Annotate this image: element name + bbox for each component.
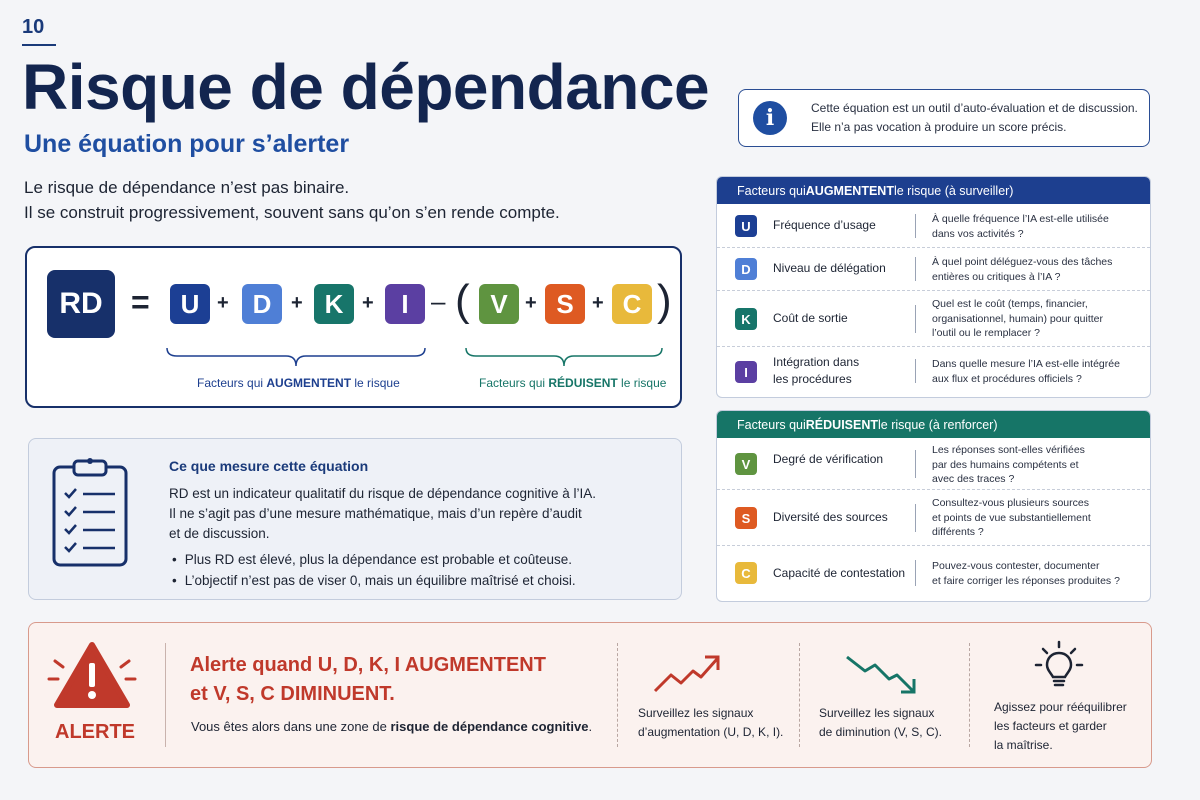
factor-name: Diversité des sources <box>773 510 888 524</box>
info-note-line-1: Cette équation est un outil d’auto-évaluation et de discussion. <box>811 101 1138 115</box>
alert-label: ALERTE <box>55 721 135 743</box>
decrease-panel-header <box>717 411 1150 438</box>
factor-question-line: À quel point déléguez-vous des tâches <box>932 256 1113 268</box>
equals-sign: = <box>131 284 150 320</box>
factor-name: Capacité de contestation <box>773 566 906 580</box>
factor-row <box>717 291 1150 347</box>
alert-step-line: Surveillez les signaux <box>638 706 754 720</box>
alert-step-line: la maîtrise. <box>994 738 1053 752</box>
term-u-tile: U <box>170 284 210 324</box>
increase-label-key: AUGMENTENT <box>266 376 352 390</box>
alert-desc-pre: Vous êtes alors dans une zone de <box>191 719 391 734</box>
alert-divider <box>617 643 618 747</box>
plus-sign: + <box>362 292 374 314</box>
alert-step-text <box>638 704 783 742</box>
decrease-label-pre: Facteurs qui <box>479 376 549 390</box>
trend-down-icon <box>843 651 919 697</box>
increase-label-post: le risque <box>351 376 400 390</box>
measure-bullet: • Plus RD est élevé, plus la dépendance est probable et coûteuse. <box>172 549 576 570</box>
factor-letter-c: C <box>735 562 757 584</box>
decrease-label-key: RÉDUISENT <box>548 376 618 390</box>
factor-question-line: entières ou critiques à l’IA ? <box>932 270 1061 283</box>
factor-name-line: les procédures <box>773 372 852 386</box>
factor-letter-k: K <box>735 308 757 330</box>
factor-name-line: Intégration dans <box>773 355 860 369</box>
alert-desc-key: risque de dépendance cognitive <box>390 719 589 734</box>
measure-body <box>169 484 669 544</box>
factor-question-line: et points de vue substantiellement <box>932 511 1091 524</box>
increase-brace <box>165 346 427 370</box>
factor-question-line: aux flux et procédures officiels ? <box>932 372 1082 385</box>
alert-step-line: les facteurs et garder <box>994 719 1107 733</box>
factor-name: Degré de vérification <box>773 452 884 466</box>
factor-letter-u: U <box>735 215 757 237</box>
intro-line-2: Il se construit progressivement, souvent sans qu’on s’en rende compte. <box>24 203 560 222</box>
factor-row <box>717 490 1150 546</box>
alert-step-text <box>994 698 1127 755</box>
factor-separator <box>915 450 916 478</box>
factor-question-line: organisationnel, humain) pour quitter <box>932 312 1104 325</box>
factor-row <box>717 204 1150 248</box>
factor-question <box>932 496 1142 540</box>
info-note-text <box>811 99 1138 137</box>
increase-factors-panel <box>716 176 1151 398</box>
term-k-tile: K <box>314 284 354 324</box>
factor-question-line: dans vos activités ? <box>932 227 1024 240</box>
increase-head-post: le risque (à surveiller) <box>893 183 1014 198</box>
term-i-tile: I <box>385 284 425 324</box>
alert-description <box>191 719 592 734</box>
page-title: Risque de dépendance <box>22 51 710 123</box>
alert-title-line-2: et V, S, C DIMINUENT. <box>190 683 395 705</box>
alert-title <box>190 651 546 709</box>
trend-up-icon <box>651 651 721 695</box>
decrease-brace <box>464 346 664 370</box>
plus-sign: + <box>592 292 604 314</box>
decrease-head-pre: Facteurs qui <box>737 417 806 432</box>
intro-text <box>24 175 560 225</box>
factor-row <box>717 248 1150 291</box>
clipboard-checklist-icon <box>51 457 131 569</box>
factor-letter-v: V <box>735 453 757 475</box>
factor-row <box>717 347 1150 397</box>
factor-name: Coût de sortie <box>773 311 848 325</box>
alert-title-line-1: Alerte quand U, D, K, I AUGMENTENT <box>190 654 546 676</box>
equation-box <box>25 246 682 408</box>
decrease-label-post: le risque <box>617 376 667 390</box>
info-icon: i <box>753 101 787 135</box>
page-subtitle: Une équation pour s’alerter <box>24 130 350 158</box>
info-note-line-2: Elle n’a pas vocation à produire un score précis. <box>811 120 1067 134</box>
factor-row <box>717 546 1150 601</box>
slide-number: 10 <box>22 16 45 38</box>
factor-question <box>932 255 1142 284</box>
factor-separator <box>915 305 916 333</box>
factor-question-line: Consultez-vous plusieurs sources <box>932 497 1089 509</box>
open-parenthesis: ( <box>455 276 470 325</box>
measure-heading: Ce que mesure cette équation <box>169 458 369 474</box>
factor-question-line: Pouvez-vous contester, documenter <box>932 560 1100 572</box>
alert-divider <box>799 643 800 747</box>
factor-question-line: Quel est le coût (temps, financier, <box>932 298 1088 310</box>
alert-separator <box>165 643 166 747</box>
factor-name: Niveau de délégation <box>773 261 886 275</box>
term-s-tile: S <box>545 284 585 324</box>
factor-question-line: Les réponses sont-elles vérifiées <box>932 444 1085 456</box>
factor-separator <box>915 359 916 383</box>
measure-box <box>28 438 682 600</box>
alert-step-line: Surveillez les signaux <box>819 706 935 720</box>
decrease-head-post: le risque (à renforcer) <box>878 417 998 432</box>
factor-question-line: Dans quelle mesure l’IA est-elle intégrée <box>932 358 1120 370</box>
factor-question <box>932 443 1142 487</box>
alert-divider <box>969 643 970 747</box>
alert-step-line: Agissez pour rééquilibrer <box>994 700 1127 714</box>
term-d-tile: D <box>242 284 282 324</box>
alert-step-line: d’augmentation (U, D, K, I). <box>638 725 784 739</box>
decrease-head-key: RÉDUISENT <box>805 417 879 432</box>
alert-step-text <box>819 704 942 742</box>
lightbulb-icon <box>1032 639 1086 693</box>
factor-separator <box>915 504 916 532</box>
plus-sign: + <box>525 292 537 314</box>
measure-bullets <box>172 549 576 591</box>
factor-separator <box>915 214 916 238</box>
equation-result-rd: RD <box>47 270 115 338</box>
measure-bullet: • L’objectif n’est pas de viser 0, mais un équilibre maîtrisé et choisi. <box>172 570 576 591</box>
factor-name <box>773 354 903 388</box>
decrease-label <box>479 376 666 390</box>
slide-number-underline <box>22 44 56 46</box>
factor-letter-s: S <box>735 507 757 529</box>
alert-step-line: de diminution (V, S, C). <box>819 725 942 739</box>
factor-question <box>932 297 1142 341</box>
measure-body-line-1: RD est un indicateur qualitatif du risque de dépendance cognitive à l’IA. <box>169 486 597 501</box>
measure-body-line-2: Il ne s’agit pas d’une mesure mathématique, mais d’un repère d’audit <box>169 506 582 521</box>
increase-panel-header <box>717 177 1150 204</box>
factor-letter-d: D <box>735 258 757 280</box>
minus-sign: – <box>431 286 446 316</box>
term-v-tile: V <box>479 284 519 324</box>
factor-question-line: différents ? <box>932 526 984 538</box>
factor-question <box>932 212 1142 241</box>
term-c-tile: C <box>612 284 652 324</box>
factor-letter-i: I <box>735 361 757 383</box>
factor-row <box>717 438 1150 490</box>
decrease-factors-panel <box>716 410 1151 602</box>
factor-question-line: l’outil ou le remplacer ? <box>932 327 1040 339</box>
factor-question-line: avec des traces ? <box>932 473 1015 485</box>
increase-head-pre: Facteurs qui <box>737 183 806 198</box>
info-note <box>738 89 1150 147</box>
measure-body-line-3: et de discussion. <box>169 526 270 541</box>
factor-separator <box>915 257 916 281</box>
alert-bar <box>28 622 1152 768</box>
increase-label-pre: Facteurs qui <box>197 376 267 390</box>
factor-question <box>932 357 1142 386</box>
factor-name: Fréquence d’usage <box>773 218 876 232</box>
close-parenthesis: ) <box>657 276 672 325</box>
increase-head-key: AUGMENTENT <box>805 183 894 198</box>
increase-label <box>197 376 400 390</box>
intro-line-1: Le risque de dépendance n’est pas binaire. <box>24 178 350 197</box>
plus-sign: + <box>217 292 229 314</box>
factor-question-line: À quelle fréquence l’IA est-elle utilisée <box>932 213 1109 225</box>
factor-separator <box>915 560 916 586</box>
factor-question-line: par des humains compétents et <box>932 458 1079 471</box>
warning-triangle-icon <box>45 639 139 713</box>
factor-question <box>932 559 1142 588</box>
alert-desc-post: . <box>588 719 593 734</box>
factor-question-line: et faire corriger les réponses produites ? <box>932 574 1120 587</box>
plus-sign: + <box>291 292 303 314</box>
